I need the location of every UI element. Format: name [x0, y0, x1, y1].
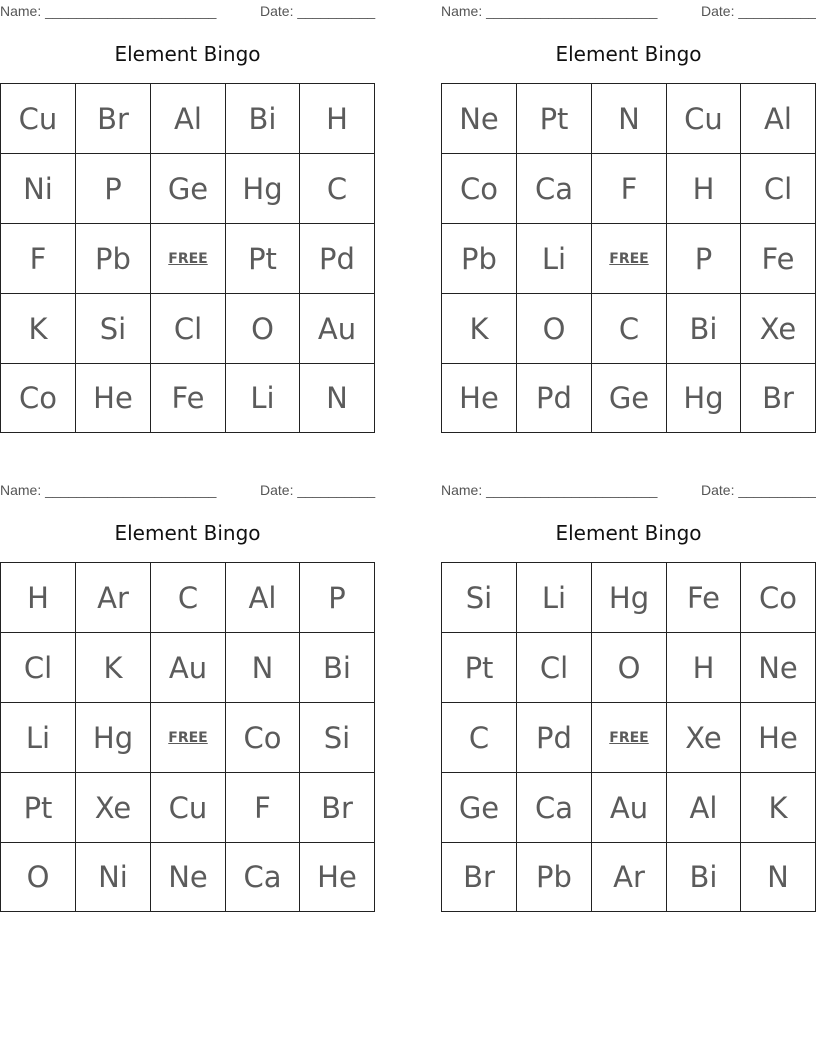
bingo-cell: Br — [442, 843, 517, 911]
bingo-cell: C — [442, 703, 517, 773]
bingo-cell: K — [1, 294, 76, 364]
date-line: Date: __________ — [260, 482, 376, 498]
bingo-cell: Co — [1, 364, 76, 432]
bingo-cell: H — [300, 84, 374, 154]
bingo-cell: Si — [76, 294, 151, 364]
bingo-cell: F — [1, 224, 76, 294]
bingo-cell: O — [592, 633, 667, 703]
bingo-cell: He — [317, 860, 357, 894]
bingo-cell: Bi — [300, 633, 374, 703]
bingo-cell: Cl — [151, 294, 226, 364]
bingo-cell: Bi — [226, 84, 300, 154]
bingo-cell: He — [442, 364, 517, 432]
bingo-cell: Au — [151, 633, 226, 703]
bingo-cell: Pt — [517, 84, 592, 154]
bingo-cell: Pd — [517, 703, 592, 773]
bingo-cell: C — [300, 154, 374, 224]
bingo-cell: C — [151, 563, 226, 633]
bingo-cell: O — [1, 843, 76, 911]
bingo-cell: Ne — [151, 843, 226, 911]
bingo-card-2 — [441, 0, 816, 440]
name-line: Name: ______________________ — [441, 3, 658, 19]
bingo-cell: Fe — [741, 224, 815, 294]
bingo-cell: Ge — [442, 773, 517, 843]
bingo-cell: P — [76, 154, 151, 224]
bingo-cell: N — [592, 84, 667, 154]
bingo-cell: Pt — [1, 773, 76, 843]
bingo-cell: Pb — [442, 224, 517, 294]
card-title: Element Bingo — [114, 42, 261, 66]
bingo-cell: Li — [517, 224, 592, 294]
bingo-cell: Pt — [442, 633, 517, 703]
bingo-cell: N — [767, 860, 789, 894]
bingo-cell: Pd — [517, 364, 592, 432]
bingo-cell: H — [667, 154, 741, 224]
bingo-cell: Al — [151, 84, 226, 154]
bingo-cell: Ne — [442, 84, 517, 154]
bingo-cell: Cu — [667, 84, 741, 154]
bingo-cell: Pb — [76, 224, 151, 294]
bingo-cell: Ca — [517, 773, 592, 843]
bingo-cell: Ni — [1, 154, 76, 224]
date-line: Date: __________ — [260, 3, 376, 19]
bingo-cell: Au — [592, 773, 667, 843]
free-space-cell: FREE — [151, 703, 226, 773]
bingo-cell: Co — [442, 154, 517, 224]
bingo-cell: Hg — [667, 364, 741, 432]
bingo-cell: Hg — [226, 154, 300, 224]
free-space-cell: FREE — [592, 703, 667, 773]
bingo-cell: Cl — [741, 154, 815, 224]
bingo-cell: Br — [762, 381, 794, 415]
free-space-cell: FREE — [592, 224, 667, 294]
bingo-cell: P — [667, 224, 741, 294]
bingo-cell: Ar — [592, 843, 667, 911]
bingo-cell: O — [226, 294, 300, 364]
bingo-card-1 — [0, 0, 376, 440]
date-line: Date: __________ — [701, 482, 816, 498]
bingo-cell: Al — [741, 84, 815, 154]
bingo-cell: Br — [76, 84, 151, 154]
bingo-cell: He — [741, 703, 815, 773]
bingo-cell: H — [667, 633, 741, 703]
bingo-cell: Li — [226, 364, 300, 432]
bingo-cell: Pb — [517, 843, 592, 911]
bingo-cell: Bi — [667, 294, 741, 364]
bingo-grid — [441, 83, 816, 433]
name-line: Name: ______________________ — [0, 482, 217, 498]
bingo-cell: Cl — [517, 633, 592, 703]
bingo-cell: Si — [442, 563, 517, 633]
bingo-cell: O — [517, 294, 592, 364]
bingo-cell: He — [76, 364, 151, 432]
bingo-grid — [0, 562, 375, 912]
bingo-cell: Fe — [151, 364, 226, 432]
bingo-cell: Xe — [76, 773, 151, 843]
bingo-cell: F — [592, 154, 667, 224]
card-title: Element Bingo — [555, 521, 702, 545]
bingo-cell: K — [741, 773, 815, 843]
bingo-cell: Si — [300, 703, 374, 773]
bingo-cell: Ca — [517, 154, 592, 224]
bingo-cell: K — [442, 294, 517, 364]
bingo-cell: Ar — [76, 563, 151, 633]
bingo-cell: F — [226, 773, 300, 843]
bingo-grid — [0, 83, 375, 433]
bingo-cell: N — [226, 633, 300, 703]
bingo-cell: Ni — [76, 843, 151, 911]
bingo-cell: Au — [300, 294, 374, 364]
bingo-cell: Cu — [151, 773, 226, 843]
bingo-cell: H — [1, 563, 76, 633]
bingo-cell: Cl — [1, 633, 76, 703]
date-line: Date: __________ — [701, 3, 816, 19]
bingo-cell: Pd — [300, 224, 374, 294]
bingo-cell: C — [592, 294, 667, 364]
bingo-grid — [441, 562, 816, 912]
bingo-cell: Bi — [667, 843, 741, 911]
bingo-card-4 — [441, 479, 816, 919]
bingo-cell: Co — [226, 703, 300, 773]
bingo-cell: Fe — [667, 563, 741, 633]
bingo-cell: K — [76, 633, 151, 703]
bingo-cell: Cu — [1, 84, 76, 154]
bingo-cell: P — [300, 563, 374, 633]
bingo-cell: Hg — [592, 563, 667, 633]
bingo-cell: Li — [517, 563, 592, 633]
name-line: Name: ______________________ — [441, 482, 658, 498]
bingo-cell: Ge — [592, 364, 667, 432]
bingo-cell: N — [326, 381, 348, 415]
card-title: Element Bingo — [114, 521, 261, 545]
bingo-cell: Al — [226, 563, 300, 633]
bingo-cell: Hg — [76, 703, 151, 773]
bingo-cell: Xe — [741, 294, 815, 364]
bingo-cell: Al — [667, 773, 741, 843]
free-space-cell: FREE — [151, 224, 226, 294]
bingo-cell: Xe — [667, 703, 741, 773]
bingo-cell: Li — [1, 703, 76, 773]
bingo-cell: Ca — [226, 843, 300, 911]
bingo-card-3 — [0, 479, 376, 919]
card-title: Element Bingo — [555, 42, 702, 66]
bingo-cell: Pt — [226, 224, 300, 294]
bingo-cell: Co — [741, 563, 815, 633]
bingo-cell: Ge — [151, 154, 226, 224]
bingo-cell: Br — [300, 773, 374, 843]
name-line: Name: ______________________ — [0, 3, 217, 19]
bingo-cell: Ne — [741, 633, 815, 703]
